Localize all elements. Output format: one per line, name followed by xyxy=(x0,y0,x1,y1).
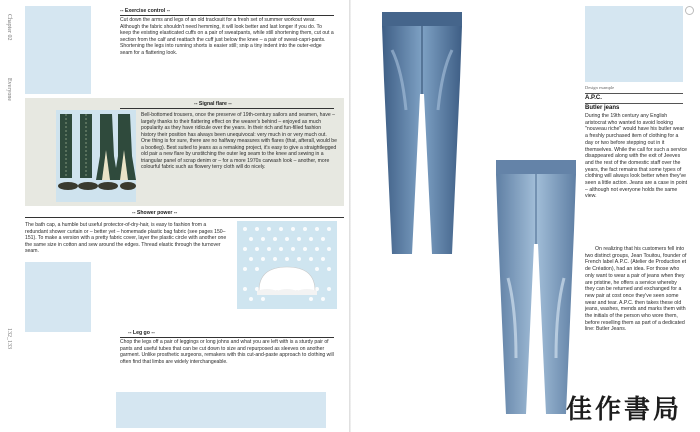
exercise-rule xyxy=(120,15,334,16)
spine-gutter xyxy=(349,0,351,432)
exercise-body: Cut down the arms and legs of an old tracksuit for a fresh set of summer workout wear. Although the fabric shouldn't need hemming, it will look better and last longer if you do. To keep the existing elasticated cuffs on a pair of sweatpants, while still shortening them, cut out a section from the calf and reattach the cuff just below the knee – a pair of sweat-capri-pants. Shortening the legs into running shorts is easier still; snip a tiny indent into the outer-edge seam for a flattering look. xyxy=(120,17,334,56)
tint-block-left-mid xyxy=(25,262,91,332)
shower-body: The bath cap, a humble but useful protector-of-dry-hair, is easy to fashion from a redundant shower curtain or – better yet – homemade plastic bag fabric (see pages 150–151). To make a version with a pretty fabric cover, layer the plastic circle with another one the same size in cotton and sew around the edges. Thread elastic through the turnover seam. xyxy=(25,222,227,255)
design-rule xyxy=(585,93,683,94)
article-para-2: On realizing that his customers fell into two distinct groups, Jean Touitou, founder of French label A.P.C. (Atelier de Production et de Création), had an idea. For those who only want to wear a pair of jeans when they are pristine, he offers a service whereby they can be returned and exchanged for a new pair at cost once they've seen some wear and tear. A.P.C. then takes these old jeans, washes, mends and marks them with the initials of the person who wore them, before reselling them as part of a dedicated line: Butler Jeans. xyxy=(585,246,687,333)
shower-heading: -- Shower power -- xyxy=(132,210,178,216)
leg-heading: -- Leg go -- xyxy=(128,330,155,336)
jeans-photo-washed xyxy=(486,158,586,418)
flare-illustration xyxy=(56,110,136,202)
page-numbers: 132_133 xyxy=(6,328,12,349)
tint-block-bottom xyxy=(116,392,326,428)
corner-mark-icon xyxy=(685,6,694,15)
brand-name: A.P.C. xyxy=(585,95,602,101)
signal-heading: -- Signal flare -- xyxy=(194,101,232,107)
tint-block-top xyxy=(25,6,91,94)
leg-rule xyxy=(120,337,334,338)
exercise-heading: -- Exercise control -- xyxy=(120,8,171,14)
signal-body: Bell-bottomed trousers, once the preserve of 19th-century sailors and seamen, have – largely thanks to their flattering effect on the wearer's behind – enjoyed as much popularity as they have ridicule over the years. In their rich and fun-filled fashion history their position has always been unequivocal: very much in or very much out. One thing is for sure, there are no halfway measures with flares (that, afterall, would be a bootleg). Best suited to jeans as a remaking project, it's easy to give a straightlegged old pair a new flare by unstitching the outer leg seam to the knee and sewing in a triangular panel of scrap denim or – for a more 1970s carwash look – another, more colourful fabric such as flowery terry cloth will do nicely. xyxy=(141,112,337,171)
shower-cap-illustration xyxy=(237,221,337,309)
jeans-photo-worn xyxy=(372,10,472,258)
chapter-label: Chapter 02 xyxy=(6,14,12,41)
article-title: Butler jeans xyxy=(585,105,620,111)
section-label: Everyone xyxy=(6,78,12,101)
shower-rule xyxy=(25,217,344,218)
tint-block-right xyxy=(585,6,683,82)
design-example-label: Design example xyxy=(585,85,615,90)
leg-body: Chop the legs off a pair of leggings or long johns and what you are left with is a sturdy pair of pants and useful tubes that can be cut down to size and repurposed as sleeves on another garment. Unlike prosthetic surgeons, remakers with this cut-and-paste approach to clothing will often find that limbs are widely interchangeable. xyxy=(120,339,334,365)
article-para-1: During the 19th century any English aristocrat who wanted to avoid looking "nouveau riche" would have his butler wear a freshly purchased item of clothing for a day or two before stepping out in it themselves. While the call for such a service disappeared along with the exit of Jeeves and the rest of the domestic staff over the years, the fact remains that some types of clothing will always look better when they've seen a little action. Jeans are a case in point – although not everyone holds the same view. xyxy=(585,113,688,200)
brand-rule xyxy=(585,103,683,104)
watermark-logo: 佳作書局 xyxy=(565,395,682,425)
signal-rule xyxy=(120,108,334,109)
